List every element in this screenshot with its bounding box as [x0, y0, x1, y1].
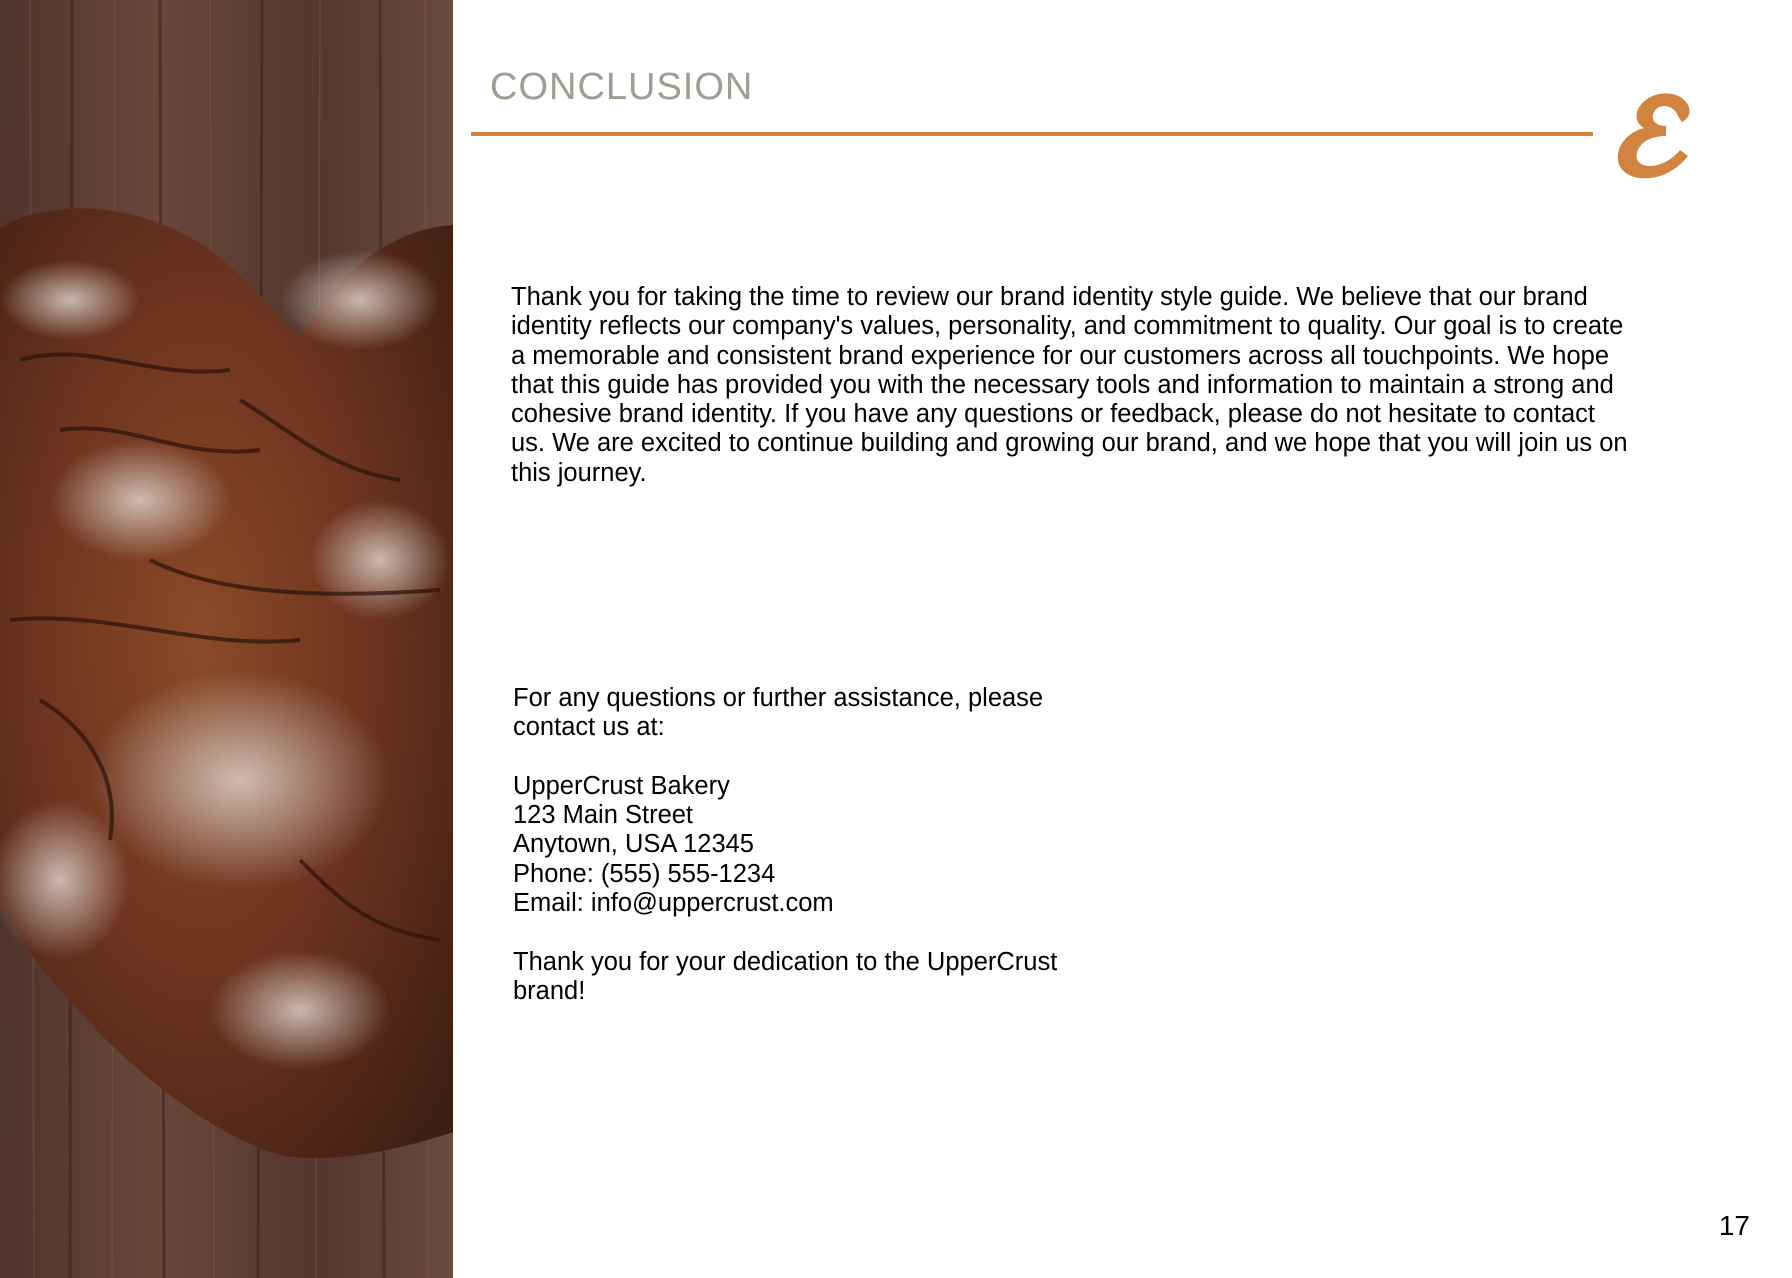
contact-intro: For any questions or further assistance, please [513, 684, 1044, 712]
city-address: Anytown, USA 12345 [513, 830, 754, 859]
contact-block [513, 684, 1153, 1006]
spacer [513, 918, 1153, 947]
bread-photo [0, 0, 453, 1278]
closing-message: Thank you for your dedication to the UpperCrust [513, 947, 1058, 976]
company-name: UpperCrust Bakery [513, 771, 730, 800]
contact-intro-continued: contact us at: [513, 713, 665, 742]
page-title: CONCLUSION [490, 66, 754, 108]
header-divider [471, 132, 1593, 136]
closing-message-continued: brand! [513, 976, 586, 1005]
street-address: 123 Main Street [513, 801, 694, 830]
spacer [513, 743, 1153, 772]
conclusion-paragraph: Thank you for taking the time to review our brand identity style guide. We believe that our brand identity reflects our company's values, personality, and commitment to quality. Our goal is to create a memorable and consistent brand experience for our customers across all touchpoints. We hope that this guide has provided you with the necessary tools and information to maintain a strong and cohesive brand identity. If you have any questions or feedback, please do not hesitate to contact us. We are excited to continue building and growing our brand, and we hope that you will join us on this journey. [511, 283, 1628, 487]
brand-c-logo-icon [1610, 88, 1700, 184]
bread-heart-illustration [0, 0, 453, 1278]
email-address: Email: info@uppercrust.com [513, 889, 834, 918]
phone-number: Phone: (555) 555-1234 [513, 859, 776, 888]
page-number: 17 [1718, 1210, 1750, 1241]
